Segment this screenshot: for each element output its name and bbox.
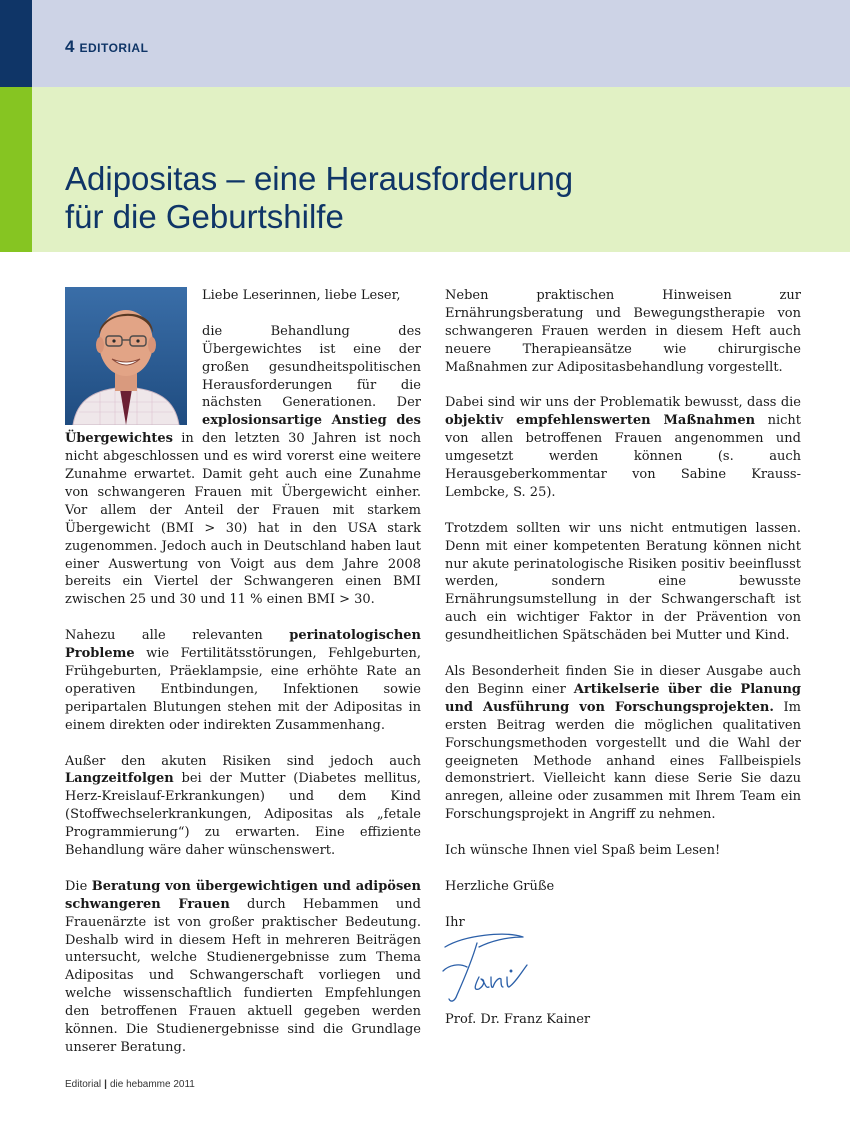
title-band (0, 87, 850, 252)
left-paragraph-4 (65, 878, 421, 1057)
header-accent-bar (0, 0, 32, 87)
page-number: 4 (65, 37, 75, 56)
text-run: durch Hebammen und Frauenärzte ist von großer praktischer Bedeutung. Deshalb wird in diesem Heft in mehreren Beiträgen untersucht, welche Studienergebnisse zum Thema Adipositas und Schwangerschaft vorliegen und welche wissenschaftlich fundierten Empfehlungen den betroffenen Frauen aktuell gegeben werden können. Die Studienergebnisse sind die Grundlage unserer Beratung. (65, 896, 421, 1055)
author-name: Prof. Dr. Franz Kainer (445, 1011, 591, 1027)
text-run: wie Fertilitätsstörungen, Fehlgeburten, Frühgeburten, Präeklampsie, eine erhöhte Rate an operativen Entbindungen, Infektionen sowie peripartalen Blutungen stehen mit der Adipositas in einem direkten oder indirekten Zusammenhang. (65, 646, 421, 733)
footer-separator: | (104, 1079, 107, 1090)
salutation: Liebe Leserinnen, liebe Leser, (202, 288, 401, 303)
page-header (65, 37, 148, 57)
bold-phrase: objektiv empfehlenswerten Maßnahmen (445, 413, 756, 429)
greeting: Herzliche Grüße (445, 878, 555, 894)
title-line-1: Adipositas – eine Herausforderung (65, 160, 574, 197)
bold-phrase: explosionsartige Anstieg des Übergewichtes (65, 413, 421, 447)
left-paragraph-3 (65, 753, 421, 860)
bold-phrase: Langzeitfolgen (65, 771, 174, 787)
right-paragraph-1: Neben praktischen Hinweisen zur Ernährungsberatung und Bewegungstherapie von schwangeren Frauen werden in diesem Heft auch neuere Therapieansätze wie chirurgische Maßnahmen zur Adipositasbehandlung vorgestellt. (445, 288, 801, 375)
footer-section: Editorial (65, 1079, 102, 1090)
bold-phrase: Beratung von übergewichtigen und adipösen schwangeren Frauen (65, 878, 421, 912)
closing-wish: Ich wünsche Ihnen viel Spaß beim Lesen! (445, 843, 721, 859)
left-column (65, 287, 421, 1075)
text-run: Nahezu alle relevanten (65, 628, 290, 644)
title-accent-bar (0, 87, 32, 252)
text-run: Die (65, 878, 92, 894)
section-label: EDITORIAL (79, 41, 149, 55)
handwritten-signature (435, 925, 801, 1011)
page-footer (65, 1079, 195, 1090)
right-column (445, 287, 801, 1046)
text-run: Als Besonderheit finden Sie in dieser Ausgabe auch den Beginn einer (445, 663, 801, 697)
text-run: Im ersten Beitrag werden die möglichen qualitativen Forschungsmethoden vorgestellt und die Wahl der geeigneten Methode anhand eines Fallbeispiels demonstriert. Vielleicht kann diese Serie Sie dazu anregen, alleine oder zusammen mit Ihrem Team ein Forschungsprojekt in Angriff zu nehmen. (445, 699, 801, 823)
bold-phrase: Artikelserie über die Planung und Ausführung von Forschungsprojekten. (445, 681, 801, 715)
text-run: bei der Mutter (Diabetes mellitus, Herz-Kreislauf-Erkrankungen) und dem Kind (Stoffwechselerkrankungen, Adipositas als „fetale Programmierung“) zu erwarten. Eine effiziente Behandlung wäre daher wünschenswert. (65, 771, 421, 859)
left-paragraph-2 (65, 627, 421, 734)
author-portrait (65, 287, 187, 425)
footer-publication: die hebamme 2011 (109, 1079, 195, 1090)
right-paragraph-4 (445, 663, 801, 824)
bold-phrase: perinatologischen Probleme (65, 628, 421, 662)
article-title (65, 160, 573, 236)
text-run: Dabei sind wir uns der Problematik bewusst, dass die (445, 395, 801, 411)
right-paragraph-2 (445, 394, 801, 501)
yours: Ihr (445, 914, 465, 930)
text-run: in den letzten 30 Jahren ist noch nicht abgeschlossen und es wird vorerst eine weitere Zunahme erwartet. Damit geht auch eine Zunahme von schwangeren Frauen mit Übergewicht einher. Vor allem der Anteil der Frauen mit starkem Übergewicht (BMI > 30) hat in den USA stark zugenommen. Jedoch auch in Deutschland haben laut einer Auswertung von Voigt aus dem Jahre 2008 bereits ein Viertel der Schwangeren einen BMI zwischen 25 und 30 und 11 % einen BMI > 30. (65, 431, 421, 608)
text-run: Außer den akuten Risiken sind jedoch auch (65, 753, 421, 769)
right-paragraph-3: Trotzdem sollten wir uns nicht entmutigen lassen. Denn mit einer kompetenten Beratung können nicht nur akute perinatologische Risiken positiv beeinflusst werden, sondern eine bewusste Ernährungsumstellung in der Schwangerschaft ist auch ein wichtiger Faktor in der Prävention von gesundheitlichen Spätschäden bei Mutter und Kind. (445, 520, 801, 644)
text-run: nicht von allen betroffenen Frauen angenommen und umgesetzt werden können (s. auch Herausgeberkommentar von Sabine Krauss-Lembcke, S. 25). (445, 413, 801, 500)
header-band (0, 0, 850, 87)
title-line-2: für die Geburtshilfe (65, 198, 344, 235)
text-run: die Behandlung des Übergewichtes ist eine der großen gesundheitspolitischen Herausforderungen für die nächsten Generationen. Der (202, 323, 421, 411)
